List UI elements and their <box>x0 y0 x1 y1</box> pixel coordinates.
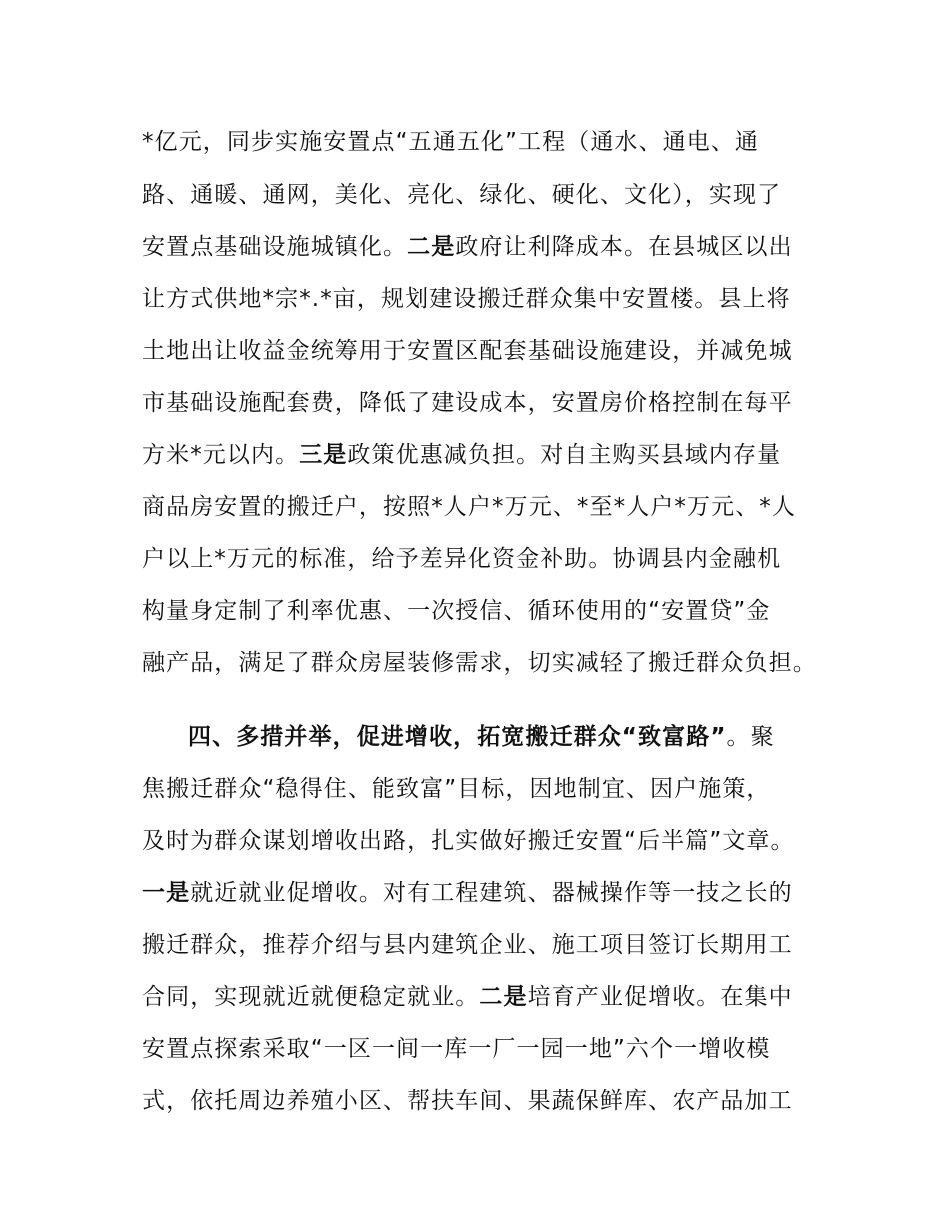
bold-lead: 一是 <box>142 880 191 906</box>
text-run: 让方式供地*宗*.*亩，规划建设搬迁群众集中安置楼。县上将 <box>142 286 791 312</box>
text-run: 政府让利降成本。在县城区以出 <box>455 234 793 260</box>
text-run: 路、通暖、通网，美化、亮化、绿化、硬化、文化），实现了 <box>142 182 782 208</box>
text-run: 政策优惠减负担。对自主购买县域内存量 <box>347 442 782 468</box>
paragraph-line <box>142 1086 793 1116</box>
paragraph-line <box>142 930 793 960</box>
bold-lead: 三是 <box>299 442 348 468</box>
paragraph-line <box>142 596 771 626</box>
text-run: 户以上*万元的标准，给予差异化资金补助。协调县内金融机 <box>142 546 782 572</box>
bold-lead: 二是 <box>407 234 456 260</box>
section-heading-line <box>188 722 775 752</box>
paragraph-line <box>142 284 791 314</box>
text-run: *亿元，同步实施安置点“五通五化”工程（通水、通电、通 <box>142 129 760 155</box>
paragraph-line <box>142 826 795 856</box>
text-run: 安置点基础设施城镇化。 <box>142 234 408 260</box>
paragraph-line <box>142 440 781 470</box>
text-run: 土地出让收益金统筹用于安置区配套基础设施建设，并减免城 <box>142 338 793 364</box>
text-run: 式，依托周边养殖小区、帮扶车间、果蔬保鲜库、农产品加工 <box>142 1088 793 1114</box>
text-run: 方米*元以内。 <box>142 442 300 468</box>
section-heading: 四、多措并举，促进增收，拓宽搬迁群众“致富路” <box>188 724 727 750</box>
paragraph-line <box>142 180 781 210</box>
paragraph-line <box>142 648 817 678</box>
text-run: 构量身定制了利率优惠、一次授信、循环使用的“安置贷”金 <box>142 598 771 624</box>
text-run: 及时为群众谋划增收出路，扎实做好搬迁安置“后半篇”文章。 <box>142 828 795 854</box>
paragraph-line <box>142 774 771 804</box>
paragraph-line <box>142 1034 771 1064</box>
paragraph-line <box>142 336 793 366</box>
text-run: 商品房安置的搬迁户，按照*人户*万元、*至*人户*万元、*人 <box>142 494 796 520</box>
text-run: 。聚 <box>726 724 775 750</box>
paragraph-line <box>142 492 796 522</box>
text-run: 融产品，满足了群众房屋装修需求，切实减轻了搬迁群众负担。 <box>142 650 817 676</box>
text-run: 合同，实现就近就便稳定就业。 <box>142 984 480 1010</box>
bold-lead: 二是 <box>479 984 528 1010</box>
paragraph-line <box>142 544 781 574</box>
text-run: 市基础设施配套费，降低了建设成本，安置房价格控制在每平 <box>142 390 793 416</box>
text-run: 就近就业促增收。对有工程建筑、器械操作等一技之长的 <box>190 880 793 906</box>
paragraph-line <box>142 878 793 908</box>
text-run: 培育产业促增收。在集中 <box>527 984 793 1010</box>
paragraph-line <box>142 388 793 418</box>
paragraph-line <box>142 232 793 262</box>
text-run: 安置点探索采取“一区一间一库一厂一园一地”六个一增收模 <box>142 1036 771 1062</box>
paragraph-line <box>142 982 793 1012</box>
text-run: 搬迁群众，推荐介绍与县内建筑企业、施工项目签订长期用工 <box>142 932 793 958</box>
paragraph-line <box>142 127 759 157</box>
text-run: 焦搬迁群众“稳得住、能致富”目标，因地制宜、因户施策， <box>142 776 771 802</box>
